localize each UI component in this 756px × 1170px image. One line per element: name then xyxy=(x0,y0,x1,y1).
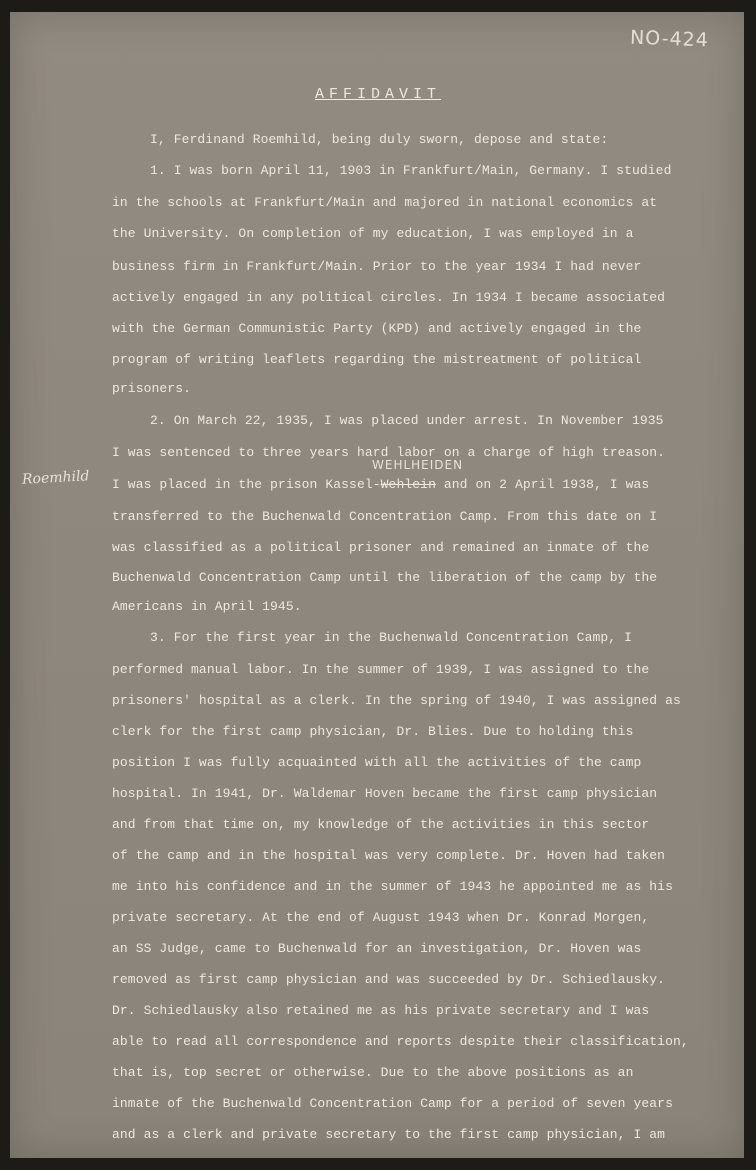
text-line xyxy=(112,755,641,770)
line-text: prisoners' hospital as a clerk. In the spring of 1940, I was assigned as xyxy=(112,693,681,708)
text-line xyxy=(150,413,664,428)
text-line xyxy=(150,630,632,645)
line-text: inmate of the Buchenwald Concentration Camp for a period of seven years xyxy=(112,1096,673,1111)
line-text: and on 2 April 1938, I was xyxy=(435,477,650,492)
line-text: I, Ferdinand Roemhild, being duly sworn, depose and state: xyxy=(150,132,609,147)
line-text: an SS Judge, came to Buchenwald for an investigation, Dr. Hoven was xyxy=(112,941,642,956)
line-text: position I was fully acquainted with all the activities of the camp xyxy=(112,755,642,770)
line-text: in the schools at Frankfurt/Main and majored in national economics at xyxy=(112,195,658,210)
text-line xyxy=(112,1096,673,1111)
text-line xyxy=(112,662,649,677)
text-line xyxy=(150,132,608,147)
line-text: and from that time on, my knowledge of the activities in this sector xyxy=(112,817,650,832)
text-line xyxy=(112,290,665,305)
line-text: 1. I was born April 11, 1903 in Frankfurt/Main, Germany. I studied xyxy=(150,163,672,178)
text-line xyxy=(112,570,657,585)
margin-signature: Roemhild xyxy=(21,468,90,488)
line-text: I was placed in the prison Kassel- xyxy=(112,477,381,492)
text-line xyxy=(112,352,641,367)
struck-text: Wehlein xyxy=(380,477,436,492)
line-text: program of writing leaflets regarding the mistreatment of political xyxy=(112,352,642,367)
line-text: the University. On completion of my education, I was employed in a xyxy=(112,226,634,241)
text-line xyxy=(112,879,673,894)
line-text: Buchenwald Concentration Camp until the liberation of the camp by the xyxy=(112,570,658,585)
document-title: AFFIDAVIT xyxy=(314,86,441,103)
text-line xyxy=(150,163,671,178)
text-line xyxy=(112,259,641,274)
line-text: able to read all correspondence and reports despite their classification, xyxy=(112,1034,689,1049)
text-line xyxy=(112,509,657,524)
line-text: 3. For the first year in the Buchenwald Concentration Camp, I xyxy=(150,630,632,645)
line-text: removed as first camp physician and was succeeded by Dr. Schiedlausky. xyxy=(112,972,666,987)
text-line xyxy=(112,1034,689,1049)
text-line xyxy=(112,1127,665,1142)
line-text: Dr. Schiedlausky also retained me as his private secretary and I was xyxy=(112,1003,650,1018)
line-text: clerk for the first camp physician, Dr. Blies. Due to holding this xyxy=(112,724,634,739)
line-text: was classified as a political prisoner and remained an inmate of the xyxy=(112,540,650,555)
text-line xyxy=(112,381,191,396)
text-line xyxy=(112,226,633,241)
text-line xyxy=(112,941,641,956)
document-number: NO-424 xyxy=(629,26,710,52)
line-text: and as a clerk and private secretary to the first camp physician, I am xyxy=(112,1127,666,1142)
line-text: transferred to the Buchenwald Concentration Camp. From this date on I xyxy=(112,509,658,524)
text-line xyxy=(112,972,665,987)
line-text: with the German Communistic Party (KPD) and actively engaged in the xyxy=(112,321,642,336)
text-line xyxy=(112,477,649,492)
text-line xyxy=(112,1065,633,1080)
text-line xyxy=(112,910,649,925)
text-line xyxy=(112,724,633,739)
line-text: that is, top secret or otherwise. Due to the above positions as an xyxy=(112,1065,634,1080)
text-line xyxy=(112,540,649,555)
line-text: business firm in Frankfurt/Main. Prior to the year 1934 I had never xyxy=(112,259,642,274)
text-line xyxy=(112,817,649,832)
text-line xyxy=(112,848,665,863)
line-text: 2. On March 22, 1935, I was placed under arrest. In November 1935 xyxy=(150,413,664,428)
handwritten-insert: WEHLHEIDEN xyxy=(372,458,464,472)
text-line xyxy=(112,693,681,708)
line-text: Americans in April 1945. xyxy=(112,599,302,614)
line-text: performed manual labor. In the summer of 1939, I was assigned to the xyxy=(112,662,650,677)
text-line xyxy=(112,321,641,336)
text-line xyxy=(112,599,302,614)
line-text: me into his confidence and in the summer of 1943 he appointed me as his xyxy=(112,879,673,894)
line-text: private secretary. At the end of August 1943 when Dr. Konrad Morgen, xyxy=(112,910,650,925)
text-line xyxy=(112,1003,649,1018)
line-text: I was sentenced to three years hard labor on a charge of high treason. xyxy=(112,445,666,460)
text-line xyxy=(112,786,657,801)
line-text: prisoners. xyxy=(112,381,192,396)
text-line xyxy=(112,195,657,210)
line-text: of the camp and in the hospital was very complete. Dr. Hoven had taken xyxy=(112,848,666,863)
line-text: hospital. In 1941, Dr. Waldemar Hoven became the first camp physician xyxy=(112,786,658,801)
line-text: actively engaged in any political circles. In 1934 I became associated xyxy=(112,290,666,305)
